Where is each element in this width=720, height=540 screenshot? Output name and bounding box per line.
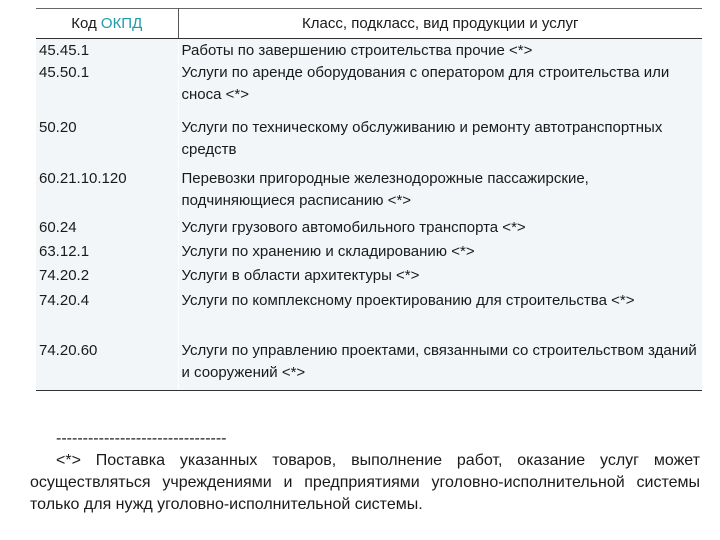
row-description: Услуги по аренде оборудования с оператором для строительства или сноса <*> <box>178 62 702 117</box>
table-row <box>36 217 702 241</box>
footnote-text: <*> Поставка указанных товаров, выполнение работ, оказание услуг может осуществляться учреждениями и предприятиями уголовно-исполнительной системы только для нужд уголовно-исполнительной системы. <box>30 452 700 513</box>
row-code: 45.45.1 <box>36 39 178 63</box>
row-code: 74.20.60 <box>36 340 178 390</box>
header-code-prefix: Код <box>71 14 101 32</box>
row-code: 63.12.1 <box>36 241 178 265</box>
header-code <box>36 9 178 39</box>
table-row <box>36 290 702 340</box>
header-code-accent: ОКПД <box>100 14 143 32</box>
row-code: 60.21.10.120 <box>36 168 178 217</box>
header-description: Класс, подкласс, вид продукции и услуг <box>178 9 702 39</box>
table-row <box>36 265 702 290</box>
row-code: 74.20.2 <box>36 265 178 290</box>
table-row <box>36 241 702 265</box>
table-header-row <box>36 9 702 39</box>
row-code: 60.24 <box>36 217 178 241</box>
row-description: Услуги по комплексному проектированию для строительства <*> <box>178 290 702 340</box>
table-row <box>36 117 702 168</box>
table-row <box>36 62 702 117</box>
row-description: Услуги по хранению и складированию <*> <box>178 241 702 265</box>
row-code: 74.20.4 <box>36 290 178 340</box>
okpd-table-container <box>36 8 702 391</box>
row-description: Работы по завершению строительства прочие <*> <box>178 39 702 63</box>
row-description: Перевозки пригородные железнодорожные пассажирские, подчиняющиеся расписанию <*> <box>178 168 702 217</box>
footnote <box>30 428 700 516</box>
row-description: Услуги по техническому обслуживанию и ремонту автотранспортных средств <box>178 117 702 168</box>
okpd-table <box>36 8 702 391</box>
table-row <box>36 39 702 63</box>
table-row <box>36 340 702 390</box>
row-description: Услуги грузового автомобильного транспорта <*> <box>178 217 702 241</box>
row-code: 50.20 <box>36 117 178 168</box>
row-description: Услуги по управлению проектами, связанными со строительством зданий и сооружений <*> <box>178 340 702 390</box>
row-code: 45.50.1 <box>36 62 178 117</box>
row-description: Услуги в области архитектуры <*> <box>178 265 702 290</box>
table-row <box>36 168 702 217</box>
footnote-separator: -------------------------------- <box>56 430 227 447</box>
